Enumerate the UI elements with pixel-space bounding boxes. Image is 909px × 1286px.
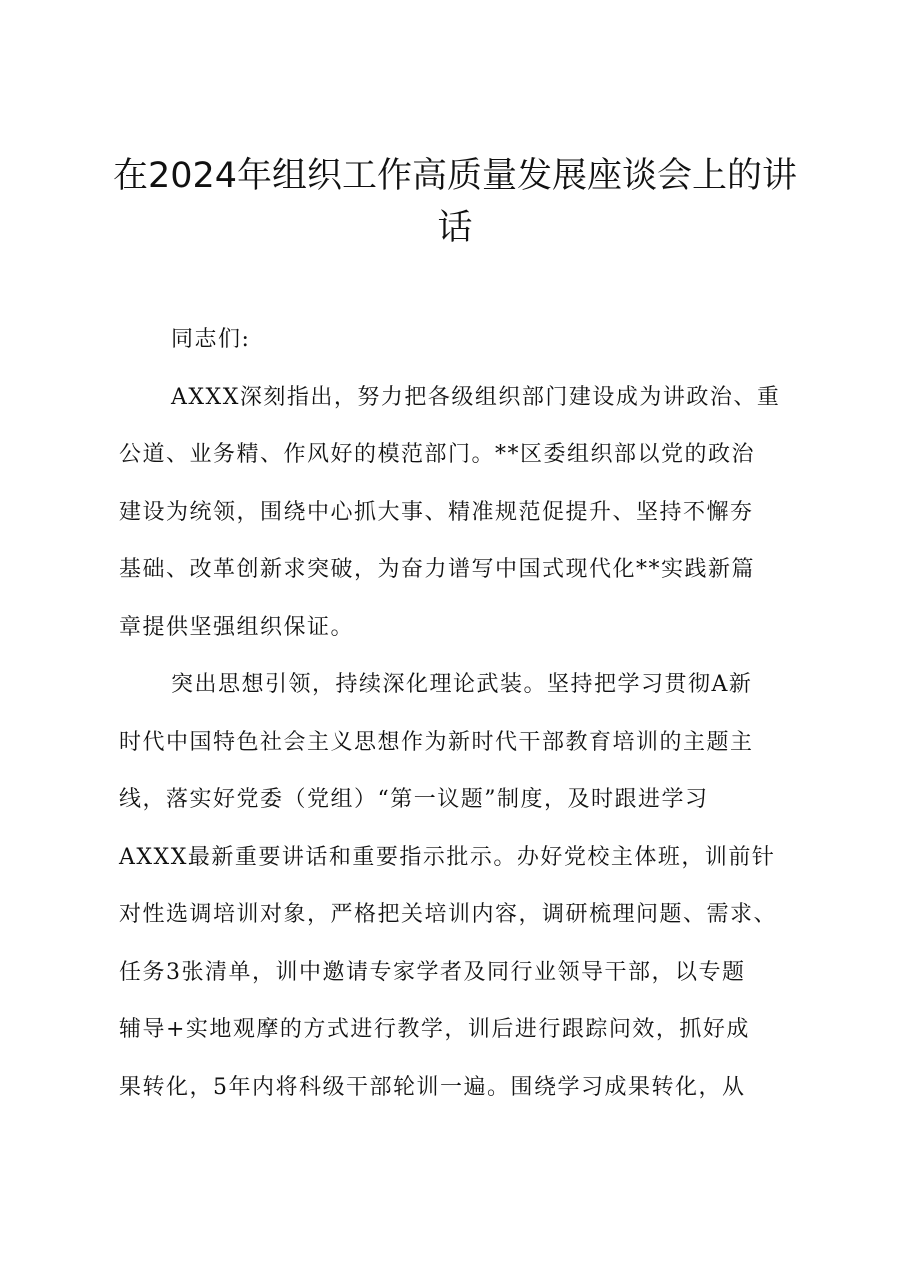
paragraph-line: AXXX最新重要讲话和重要指示批示。办好党校主体班，训前针 bbox=[119, 844, 776, 870]
salutation-text: 同志们: bbox=[171, 327, 251, 352]
paragraph-line: 公道、业务精、作风好的模范部门。**区委组织部以党的政治 bbox=[119, 442, 756, 467]
paragraph-2 bbox=[119, 656, 799, 1116]
paragraph-line: 对性选调培训对象，严格把关培训内容，调研梳理问题、需求、 bbox=[119, 902, 778, 927]
title-line-2: 话 bbox=[437, 208, 473, 248]
paragraph-line: 果转化，5年内将科级干部轮训一遍。围绕学习成果转化，从 bbox=[119, 1074, 746, 1100]
paragraph-line: 辅导+实地观摩的方式进行教学，训后进行跟踪问效，抓好成 bbox=[119, 1017, 750, 1042]
title-line-1: 在2024年组织工作高质量发展座谈会上的讲 bbox=[112, 156, 798, 196]
salutation bbox=[119, 311, 799, 369]
document-body bbox=[119, 311, 799, 1116]
paragraph-line: 突出思想引领，持续深化理论武装。坚持把学习贯彻A新 bbox=[171, 672, 753, 697]
paragraph-1 bbox=[119, 369, 799, 657]
paragraph-line: 时代中国特色社会主义思想作为新时代干部教育培训的主题主 bbox=[119, 729, 754, 755]
paragraph-line: 任务3张清单，训中邀请专家学者及同行业领导干部，以专题 bbox=[119, 959, 746, 985]
document-title bbox=[110, 150, 800, 254]
paragraph-line: 基础、改革创新求突破，为奋力谱写中国式现代化**实践新篇 bbox=[119, 557, 756, 582]
paragraph-line: 建设为统领，围绕中心抓大事、精准规范促提升、坚持不懈夯 bbox=[119, 499, 754, 525]
paragraph-line: AXXX深刻指出，努力把各级组织部门建设成为讲政治、重 bbox=[171, 384, 781, 410]
paragraph-line: 线，落实好党委（党组）“第一议题”制度，及时跟进学习 bbox=[119, 787, 709, 812]
paragraph-line: 章提供坚强组织保证。 bbox=[119, 614, 355, 640]
